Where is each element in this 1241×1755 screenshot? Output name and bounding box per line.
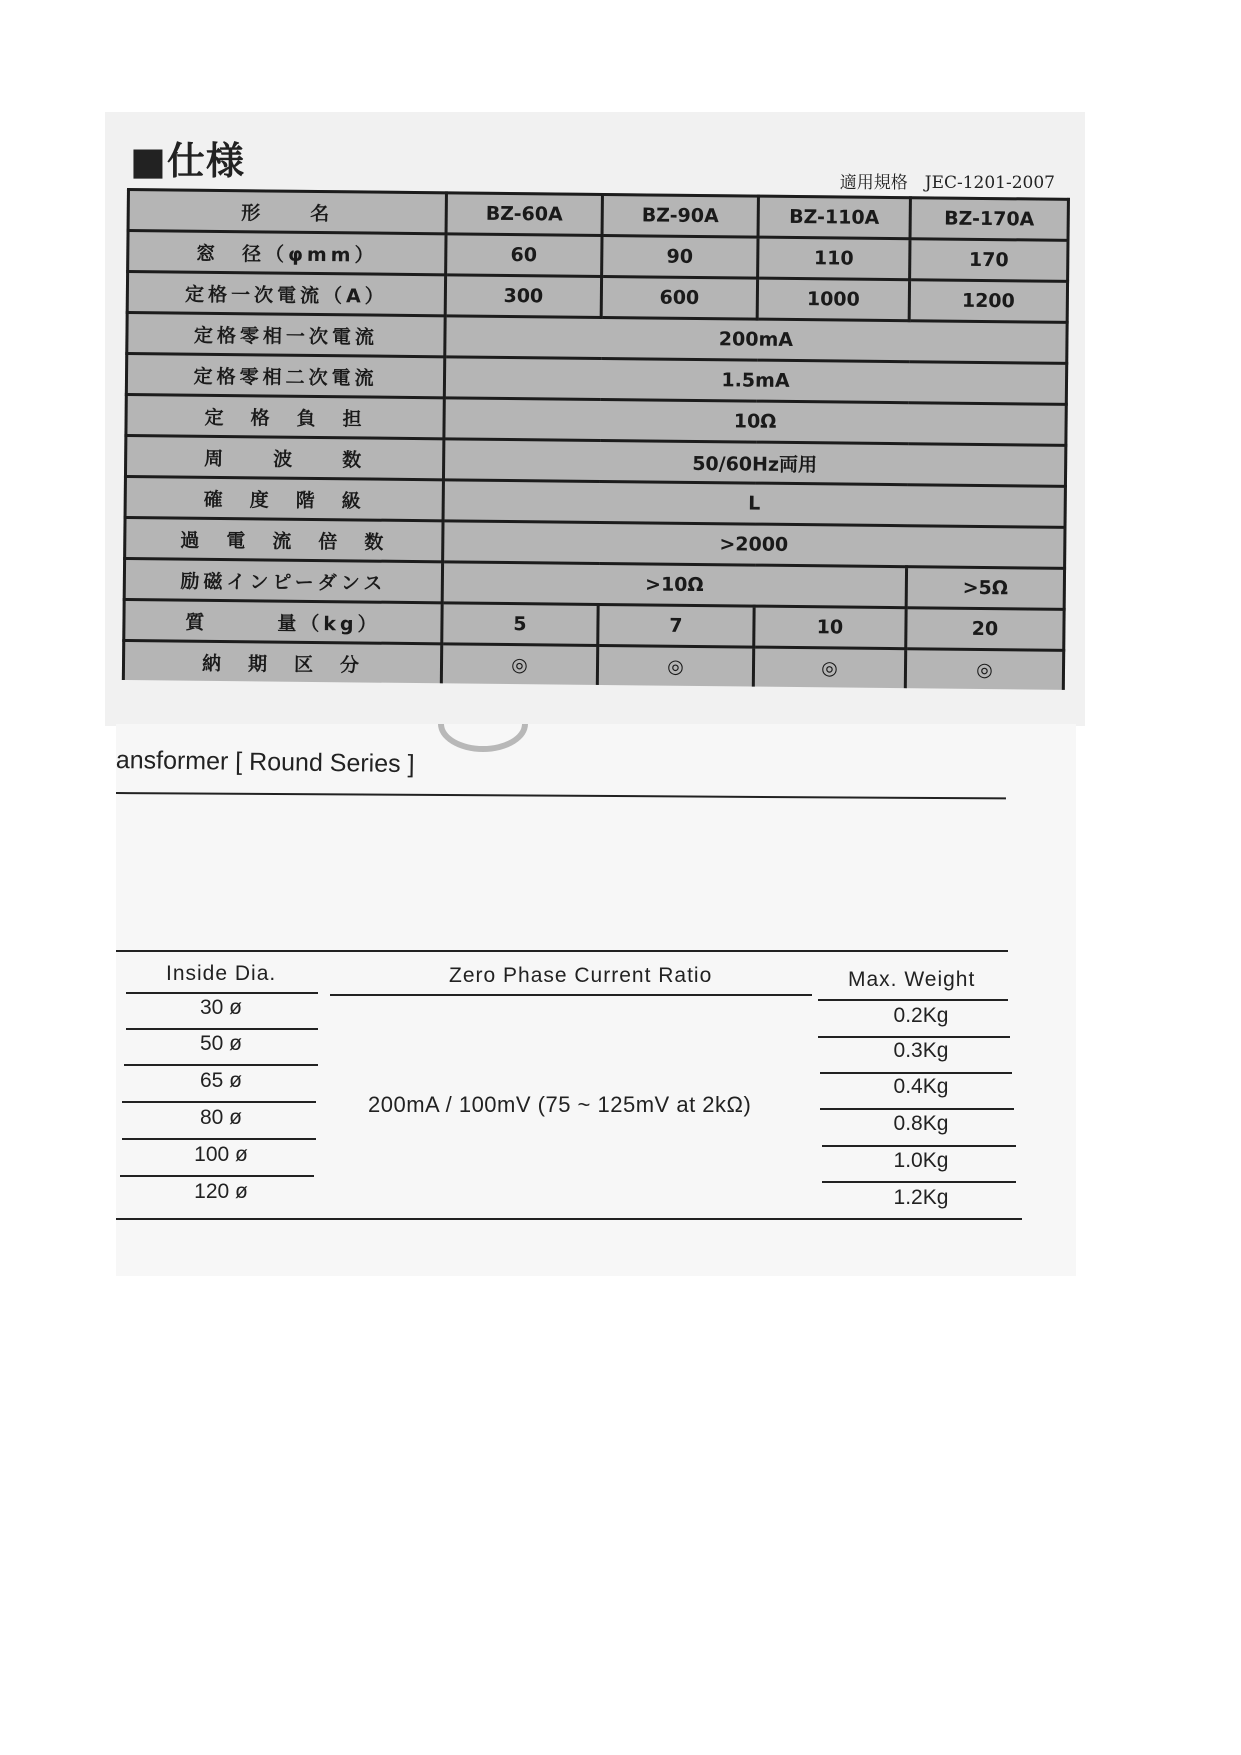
divider	[122, 1101, 316, 1103]
value-cell: 10	[754, 606, 906, 649]
weight-cell: 0.8Kg	[893, 1112, 949, 1135]
model-cell: BZ-90A	[602, 194, 758, 237]
spec-table	[122, 188, 1070, 690]
value-cell: >2000	[443, 521, 1065, 569]
divider	[822, 1181, 1016, 1183]
row-label: 窓 径（φmm）	[128, 231, 446, 275]
model-cell: BZ-170A	[910, 198, 1068, 241]
divider	[818, 999, 1008, 1001]
divider	[822, 1145, 1016, 1147]
divider	[820, 1108, 1014, 1110]
dia-cell: 65 ø	[199, 1069, 243, 1092]
weight-cell: 1.2Kg	[893, 1186, 949, 1209]
weight-cell: 0.2Kg	[893, 1004, 949, 1027]
binder-ring-icon	[438, 724, 528, 752]
divider	[126, 992, 318, 994]
weight-cell: 0.4Kg	[893, 1075, 949, 1098]
divider	[818, 1036, 1010, 1038]
row-label: 定格零相二次電流	[126, 354, 444, 398]
row-label: 定 格 負 担	[126, 395, 444, 439]
row-label: 過 電 流 倍 数	[125, 517, 443, 561]
value-cell: 110	[758, 237, 910, 280]
value-cell: ◎	[441, 644, 597, 685]
model-cell: BZ-60A	[446, 193, 602, 236]
divider	[126, 1028, 318, 1030]
value-cell: 50/60Hz両用	[443, 439, 1065, 487]
table-row	[123, 640, 1063, 689]
row-label: 確 度 階 級	[125, 476, 443, 520]
divider	[124, 1064, 318, 1066]
value-cell: ◎	[905, 649, 1063, 690]
divider	[116, 792, 1006, 799]
row-label: 質 量（kg）	[124, 599, 442, 643]
value-cell: >10Ω	[442, 562, 906, 608]
value-cell: >5Ω	[906, 567, 1064, 610]
value-cell: 10Ω	[444, 398, 1066, 446]
dia-cell: 30 ø	[199, 996, 243, 1019]
section-title: ansformer [ Round Series ]	[116, 746, 415, 779]
row-label: 周 波 数	[125, 436, 443, 480]
dia-cell: 50 ø	[199, 1032, 243, 1055]
weight-cell: 0.3Kg	[893, 1039, 949, 1062]
weight-cell: 1.0Kg	[893, 1149, 949, 1172]
divider	[820, 1072, 1012, 1074]
value-cell: L	[443, 480, 1065, 528]
value-cell: 7	[598, 604, 754, 647]
spec-heading: ■仕様	[130, 139, 245, 183]
applicable-standard: 適用規格 JEC-1201-2007	[839, 173, 1055, 193]
value-cell: 1.5mA	[444, 357, 1066, 405]
row-label: 形 名	[128, 190, 446, 234]
divider	[330, 994, 812, 996]
header-max-weight: Max. Weight	[848, 968, 976, 991]
value-cell: 60	[446, 234, 602, 277]
value-cell: ◎	[753, 647, 905, 688]
dia-cell: 120 ø	[194, 1180, 248, 1203]
value-cell: 1000	[757, 278, 909, 321]
value-cell: 200mA	[445, 316, 1067, 364]
divider	[122, 1138, 316, 1140]
value-cell: 300	[445, 275, 601, 318]
ratio-value: 200mA / 100mV (75 ~ 125mV at 2kΩ)	[368, 1092, 752, 1117]
header-ratio: Zero Phase Current Ratio	[449, 964, 713, 987]
model-cell: BZ-110A	[758, 196, 910, 239]
value-cell: 20	[906, 608, 1064, 651]
row-label: 励磁インピーダンス	[124, 558, 442, 602]
header-inside-dia: Inside Dia.	[166, 962, 277, 985]
value-cell: 90	[602, 235, 758, 278]
divider	[116, 950, 1008, 952]
row-label: 納 期 区 分	[123, 640, 441, 683]
value-cell: 170	[910, 239, 1068, 282]
value-cell: 5	[442, 603, 598, 646]
row-label: 定格零相一次電流	[127, 313, 445, 357]
value-cell: 1200	[909, 280, 1067, 323]
value-cell: 600	[601, 276, 757, 319]
dia-cell: 100 ø	[194, 1143, 248, 1166]
value-cell: ◎	[597, 645, 753, 686]
divider	[120, 1175, 314, 1177]
round-series-photo	[116, 724, 1076, 1276]
row-label: 定格一次電流（A）	[127, 272, 445, 316]
divider	[116, 1218, 1022, 1220]
dia-cell: 80 ø	[199, 1106, 243, 1129]
spec-photo	[105, 112, 1085, 726]
